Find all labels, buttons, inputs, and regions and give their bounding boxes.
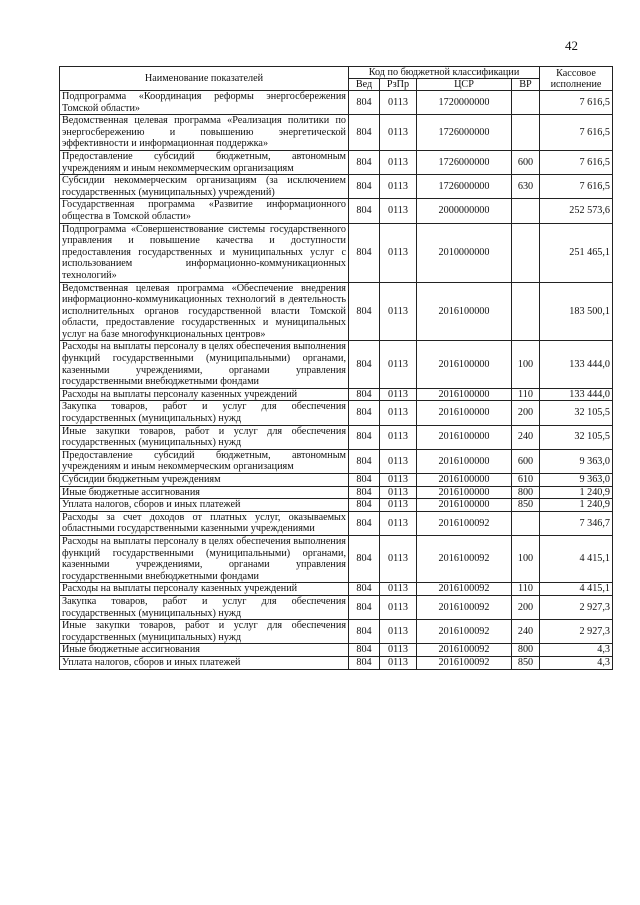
row-ved: 804	[349, 535, 380, 582]
row-rzpr: 0113	[380, 595, 417, 619]
row-rzpr: 0113	[380, 449, 417, 473]
row-vr: 850	[512, 499, 540, 512]
header-code-group: Код по бюджетной классификации	[349, 67, 540, 79]
row-csr: 2016100000	[417, 474, 512, 487]
row-name: Иные закупки товаров, работ и услуг для обеспечения государственных (муниципальных) нужд	[60, 425, 349, 449]
row-ved: 804	[349, 425, 380, 449]
row-vr: 610	[512, 474, 540, 487]
row-vr: 100	[512, 535, 540, 582]
table-row	[60, 486, 613, 499]
table-row	[60, 620, 613, 644]
row-amount: 7 616,5	[540, 115, 613, 151]
header-name: Наименование показателей	[60, 67, 349, 91]
row-vr: 800	[512, 644, 540, 657]
row-amount: 183 500,1	[540, 282, 613, 341]
row-ved: 804	[349, 644, 380, 657]
row-csr: 2016100000	[417, 499, 512, 512]
row-ved: 804	[349, 583, 380, 596]
row-ved: 804	[349, 223, 380, 282]
table-row	[60, 175, 613, 199]
row-csr: 2016100092	[417, 583, 512, 596]
row-ved: 804	[349, 282, 380, 341]
row-rzpr: 0113	[380, 620, 417, 644]
row-ved: 804	[349, 199, 380, 223]
row-vr	[512, 91, 540, 115]
row-rzpr: 0113	[380, 282, 417, 341]
table-row	[60, 595, 613, 619]
row-name: Закупка товаров, работ и услуг для обеспечения государственных (муниципальных) нужд	[60, 401, 349, 425]
row-rzpr: 0113	[380, 199, 417, 223]
row-vr: 850	[512, 656, 540, 669]
row-csr: 2010000000	[417, 223, 512, 282]
row-rzpr: 0113	[380, 401, 417, 425]
row-ved: 804	[349, 499, 380, 512]
table-header	[60, 67, 613, 91]
row-name: Иные закупки товаров, работ и услуг для обеспечения государственных (муниципальных) нужд	[60, 620, 349, 644]
row-vr: 600	[512, 449, 540, 473]
row-name: Ведомственная целевая программа «Обеспечение внедрения информационно-коммуникационных технологий в деятельность исполнительных органов государственной власти Томской области, предоставление государственных и муниципальных услуг на базе многофункциональных центров»	[60, 282, 349, 341]
row-vr: 200	[512, 595, 540, 619]
row-rzpr: 0113	[380, 535, 417, 582]
row-amount: 9 363,0	[540, 474, 613, 487]
row-amount: 7 616,5	[540, 175, 613, 199]
row-name: Уплата налогов, сборов и иных платежей	[60, 656, 349, 669]
row-csr: 2000000000	[417, 199, 512, 223]
row-ved: 804	[349, 595, 380, 619]
table-body	[60, 91, 613, 670]
row-amount: 252 573,6	[540, 199, 613, 223]
table-row	[60, 150, 613, 174]
row-rzpr: 0113	[380, 91, 417, 115]
row-vr: 110	[512, 583, 540, 596]
page-number: 42	[565, 38, 578, 53]
header-ved: Вед	[349, 79, 380, 91]
row-vr: 630	[512, 175, 540, 199]
row-ved: 804	[349, 511, 380, 535]
row-ved: 804	[349, 474, 380, 487]
row-amount: 32 105,5	[540, 401, 613, 425]
row-name: Государственная программа «Развитие информационного общества в Томской области»	[60, 199, 349, 223]
table-row	[60, 656, 613, 669]
row-ved: 804	[349, 91, 380, 115]
row-name: Ведомственная целевая программа «Реализация политики по энергосбережению и повышению энергетической эффективности и информационная поддержка»	[60, 115, 349, 151]
row-rzpr: 0113	[380, 486, 417, 499]
row-ved: 804	[349, 341, 380, 388]
row-csr: 1726000000	[417, 175, 512, 199]
row-amount: 133 444,0	[540, 388, 613, 401]
row-rzpr: 0113	[380, 175, 417, 199]
row-ved: 804	[349, 388, 380, 401]
row-vr: 200	[512, 401, 540, 425]
row-name: Предоставление субсидий бюджетным, автономным учреждениям и иным некоммерческим организациям	[60, 150, 349, 174]
row-name: Расходы на выплаты персоналу казенных учреждений	[60, 388, 349, 401]
row-csr: 2016100000	[417, 341, 512, 388]
row-amount: 4 415,1	[540, 535, 613, 582]
row-vr	[512, 282, 540, 341]
row-name: Расходы за счет доходов от платных услуг, оказываемых областными государственными казенными учреждениями	[60, 511, 349, 535]
row-csr: 2016100000	[417, 425, 512, 449]
row-csr: 2016100092	[417, 535, 512, 582]
row-amount: 9 363,0	[540, 449, 613, 473]
row-csr: 2016100000	[417, 282, 512, 341]
table-row	[60, 583, 613, 596]
row-vr	[512, 511, 540, 535]
row-rzpr: 0113	[380, 388, 417, 401]
row-ved: 804	[349, 656, 380, 669]
row-rzpr: 0113	[380, 644, 417, 657]
row-name: Иные бюджетные ассигнования	[60, 486, 349, 499]
table-row	[60, 449, 613, 473]
row-csr: 2016100000	[417, 388, 512, 401]
row-csr: 2016100000	[417, 486, 512, 499]
row-name: Субсидии некоммерческим организациям (за исключением государственных (муниципальных) учреждений)	[60, 175, 349, 199]
row-csr: 2016100092	[417, 511, 512, 535]
row-amount: 4,3	[540, 644, 613, 657]
header-rzpr: РзПр	[380, 79, 417, 91]
row-amount: 133 444,0	[540, 341, 613, 388]
table-row	[60, 223, 613, 282]
row-csr: 1726000000	[417, 150, 512, 174]
row-vr: 240	[512, 620, 540, 644]
row-name: Расходы на выплаты персоналу казенных учреждений	[60, 583, 349, 596]
table-row	[60, 341, 613, 388]
row-amount: 4 415,1	[540, 583, 613, 596]
row-ved: 804	[349, 150, 380, 174]
row-vr	[512, 199, 540, 223]
row-vr: 800	[512, 486, 540, 499]
header-vr: ВР	[512, 79, 540, 91]
row-name: Подпрограмма «Совершенствование системы государственного управления и повышение качества и доступности предоставления государственных и муниципальных услуг с использованием информационно-коммуникационных технологий»	[60, 223, 349, 282]
row-rzpr: 0113	[380, 425, 417, 449]
row-ved: 804	[349, 620, 380, 644]
row-name: Подпрограмма «Координация реформы энергосбережения Томской области»	[60, 91, 349, 115]
row-rzpr: 0113	[380, 341, 417, 388]
table-row	[60, 511, 613, 535]
row-rzpr: 0113	[380, 511, 417, 535]
row-amount: 7 616,5	[540, 150, 613, 174]
table-row	[60, 474, 613, 487]
table-row	[60, 535, 613, 582]
row-name: Иные бюджетные ассигнования	[60, 644, 349, 657]
row-rzpr: 0113	[380, 115, 417, 151]
row-amount: 1 240,9	[540, 499, 613, 512]
row-csr: 1720000000	[417, 91, 512, 115]
table-row	[60, 115, 613, 151]
row-ved: 804	[349, 115, 380, 151]
row-vr: 100	[512, 341, 540, 388]
row-csr: 2016100000	[417, 449, 512, 473]
table-row	[60, 499, 613, 512]
row-amount: 7 346,7	[540, 511, 613, 535]
header-amount: Кассовое исполнение	[540, 67, 613, 91]
row-vr: 110	[512, 388, 540, 401]
row-vr	[512, 223, 540, 282]
row-csr: 2016100092	[417, 656, 512, 669]
row-amount: 2 927,3	[540, 595, 613, 619]
row-name: Расходы на выплаты персоналу в целях обеспечения выполнения функций государственными (муниципальными) органами, казенными учреждениями, органами управления государственными внебюджетными фондами	[60, 341, 349, 388]
row-vr: 600	[512, 150, 540, 174]
row-amount: 1 240,9	[540, 486, 613, 499]
row-vr: 240	[512, 425, 540, 449]
row-name: Субсидии бюджетным учреждениям	[60, 474, 349, 487]
row-name: Закупка товаров, работ и услуг для обеспечения государственных (муниципальных) нужд	[60, 595, 349, 619]
row-csr: 2016100092	[417, 595, 512, 619]
table-row	[60, 401, 613, 425]
row-amount: 2 927,3	[540, 620, 613, 644]
row-amount: 4,3	[540, 656, 613, 669]
row-rzpr: 0113	[380, 223, 417, 282]
row-amount: 251 465,1	[540, 223, 613, 282]
row-rzpr: 0113	[380, 499, 417, 512]
row-name: Предоставление субсидий бюджетным, автономным учреждениям и иным некоммерческим организациям	[60, 449, 349, 473]
table-row	[60, 388, 613, 401]
table-row	[60, 644, 613, 657]
row-ved: 804	[349, 486, 380, 499]
row-rzpr: 0113	[380, 656, 417, 669]
row-vr	[512, 115, 540, 151]
row-ved: 804	[349, 401, 380, 425]
row-ved: 804	[349, 449, 380, 473]
budget-table	[59, 66, 613, 670]
row-csr: 2016100092	[417, 644, 512, 657]
table-row	[60, 425, 613, 449]
row-name: Расходы на выплаты персоналу в целях обеспечения выполнения функций государственными (муниципальными) органами, казенными учреждениями, органами управления государственными внебюджетными фондами	[60, 535, 349, 582]
row-name: Уплата налогов, сборов и иных платежей	[60, 499, 349, 512]
row-rzpr: 0113	[380, 150, 417, 174]
row-csr: 1726000000	[417, 115, 512, 151]
row-ved: 804	[349, 175, 380, 199]
row-amount: 32 105,5	[540, 425, 613, 449]
table-row	[60, 91, 613, 115]
header-csr: ЦСР	[417, 79, 512, 91]
row-rzpr: 0113	[380, 474, 417, 487]
row-csr: 2016100000	[417, 401, 512, 425]
row-amount: 7 616,5	[540, 91, 613, 115]
table-row	[60, 282, 613, 341]
row-rzpr: 0113	[380, 583, 417, 596]
row-csr: 2016100092	[417, 620, 512, 644]
table-row	[60, 199, 613, 223]
